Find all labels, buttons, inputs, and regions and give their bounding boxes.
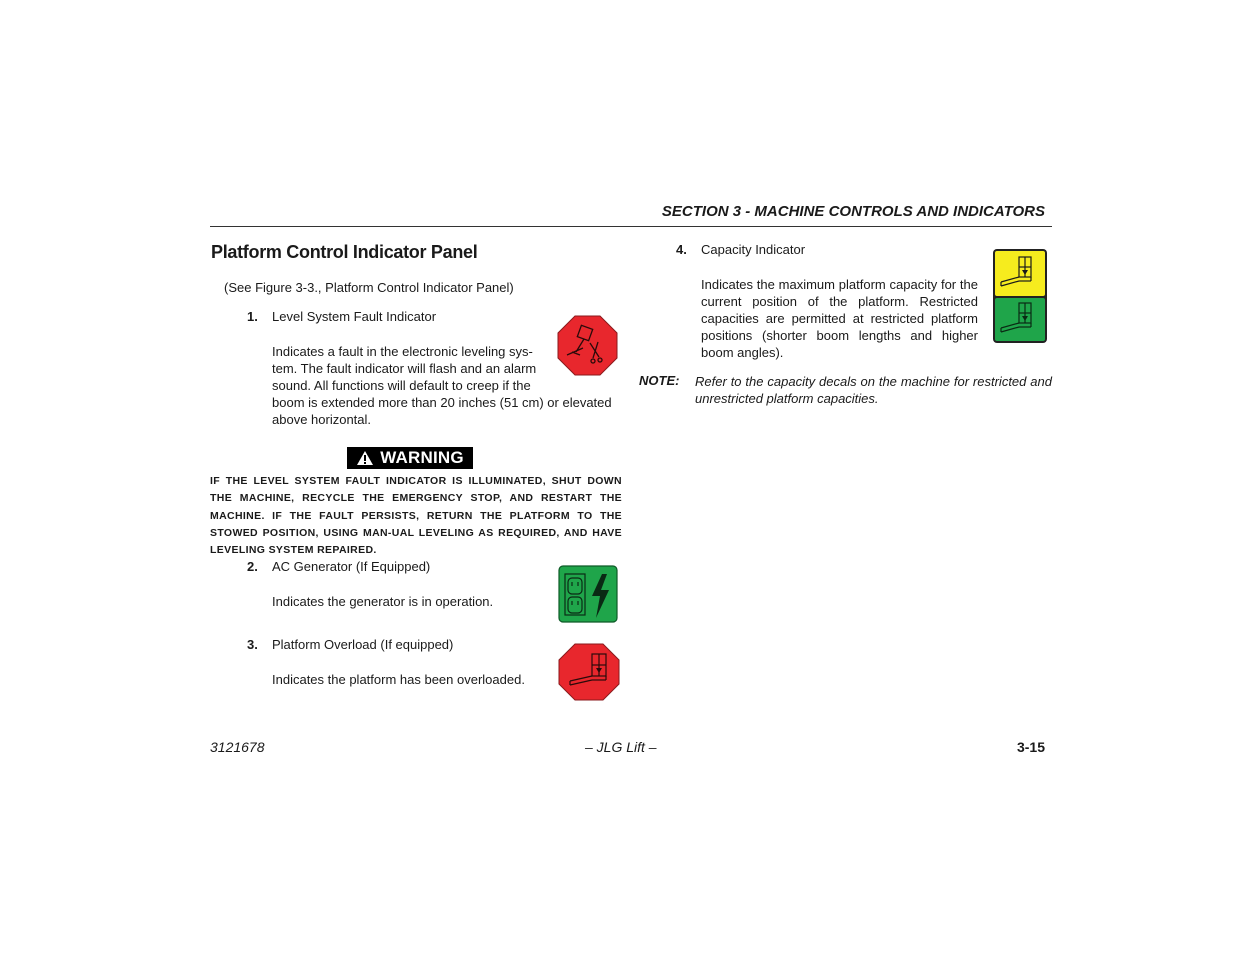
footer-center-text: – JLG Lift – xyxy=(585,739,657,755)
item-3-description: Indicates the platform has been overloaded. xyxy=(272,672,525,687)
warning-label: WARNING xyxy=(380,448,464,467)
level-system-fault-icon xyxy=(557,315,618,376)
warning-triangle-icon xyxy=(356,450,374,466)
item-1-desc-line: Indicates a fault in the electronic leveling sys- xyxy=(272,344,533,359)
warning-badge xyxy=(347,447,473,469)
section-header: SECTION 3 - MACHINE CONTROLS AND INDICATORS xyxy=(661,203,1045,220)
item-4-number: 4. xyxy=(676,242,687,257)
footer-page-number: 3-15 xyxy=(1016,739,1045,755)
platform-overload-icon xyxy=(558,643,620,701)
footer-doc-number: 3121678 xyxy=(210,739,265,755)
note-label: NOTE: xyxy=(639,373,680,388)
item-1-number: 1. xyxy=(247,309,258,324)
note-text: Refer to the capacity decals on the machine for restricted and unrestricted platform capacities. xyxy=(695,374,1052,406)
item-1-desc-line: tem. The fault indicator will flash and an alarm xyxy=(272,361,537,376)
item-2-title: AC Generator (If Equipped) xyxy=(272,559,431,574)
item-1-title: Level System Fault Indicator xyxy=(272,309,437,324)
item-1-desc-line: sound. All functions will default to creep if the xyxy=(272,378,531,393)
item-1-desc-line: boom is extended more than 20 inches (51 cm) or elevated xyxy=(272,395,612,410)
item-2-description: Indicates the generator is in operation. xyxy=(272,594,494,609)
item-4-title: Capacity Indicator xyxy=(701,242,806,257)
item-1-desc-line: above horizontal. xyxy=(272,412,372,427)
warning-text: IF THE LEVEL SYSTEM FAULT INDICATOR IS ILLUMINATED, SHUT DOWN THE MACHINE, RECYCLE THE EMERGENCY STOP, AND RESTART THE MACHINE. IF THE FAULT PERSISTS, RETURN THE PLATFORM TO THE STOWED POSITION, USING MAN-UAL LEVELING AS REQUIRED, AND HAVE LEVELING SYSTEM REPAIRED. xyxy=(210,475,622,557)
figure-reference: (See Figure 3-3., Platform Control Indicator Panel) xyxy=(224,280,514,295)
item-4-description: Indicates the maximum platform capacity for the current position of the platform. Restricted capacities are permitted at restricted platform positions (shorter boom lengths and higher boom angles). xyxy=(701,277,978,360)
ac-generator-icon xyxy=(558,565,618,623)
item-2-number: 2. xyxy=(247,559,258,574)
item-3-number: 3. xyxy=(247,637,258,652)
capacity-indicator-icon xyxy=(992,248,1048,344)
page-title: Platform Control Indicator Panel xyxy=(211,242,478,262)
header-divider xyxy=(210,226,1052,227)
item-3-title: Platform Overload (If equipped) xyxy=(272,637,454,652)
